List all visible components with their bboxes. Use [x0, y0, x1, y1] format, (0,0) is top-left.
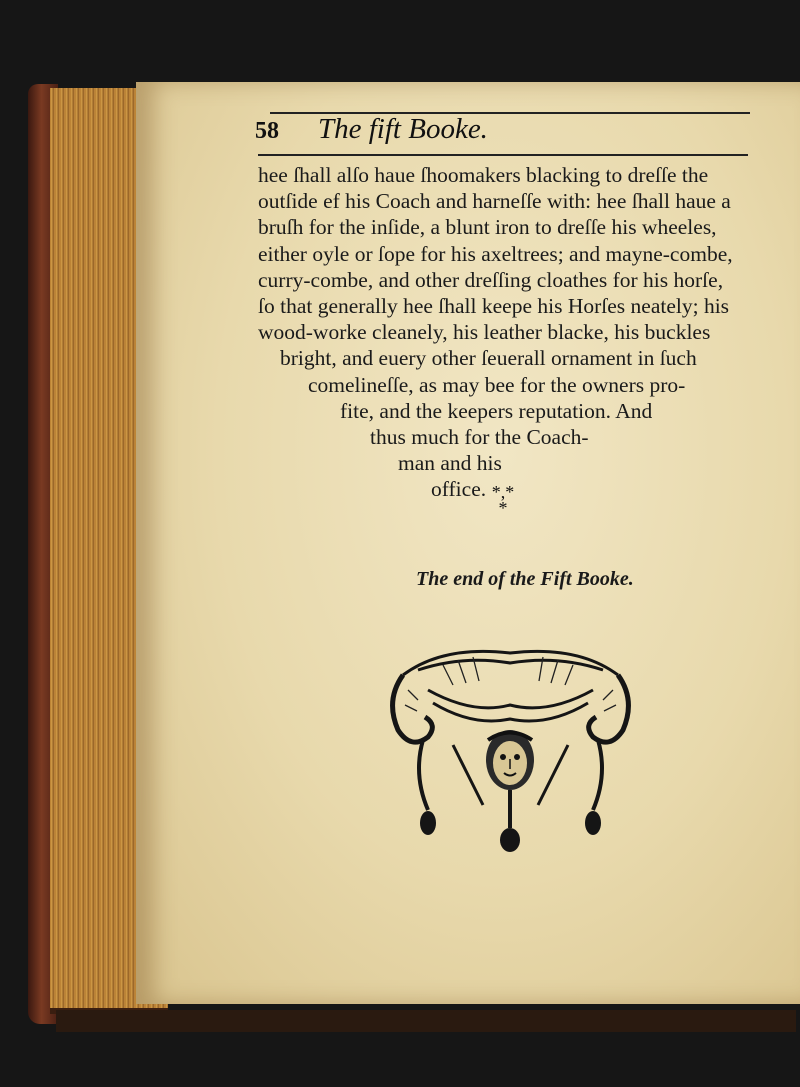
grotesque-mask-headpiece-icon: [383, 645, 638, 855]
asterism: [478, 484, 528, 516]
text-line: man and his: [398, 451, 502, 476]
page-number: 58: [255, 118, 279, 144]
asterism-bottom: *: [498, 498, 508, 518]
asterism-top: *,*: [491, 482, 515, 502]
text-line: bright, and euery other ſeuerall ornament in ſuch: [280, 346, 697, 371]
header-rule-bottom: [258, 154, 748, 156]
text-line: curry-combe, and other dreſſing cloathes for his horſe,: [258, 267, 724, 292]
text-line: thus much for the Coach-: [370, 424, 589, 449]
text-line: fite, and the keepers reputation. And: [340, 398, 653, 423]
text-line: bruſh for the inſide, a blunt iron to dreſſe his wheeles,: [258, 215, 717, 240]
body-text: [258, 162, 788, 502]
text-line: hee ſhall alſo haue ſhoomakers blacking to dreſſe the: [258, 163, 709, 187]
text-line: wood-worke cleanely, his leather blacke, his buckles: [258, 320, 711, 345]
text-line: outſide ef his Coach and harneſſe with: hee ſhall haue a: [258, 189, 731, 214]
text-line: comelineſſe, as may bee for the owners pro-: [308, 372, 686, 397]
book-bottom-edge: [56, 1010, 796, 1032]
running-head: The fift Booke.: [318, 113, 488, 145]
text-line: office.: [431, 477, 487, 502]
colophon: The end of the Fift Booke.: [416, 568, 634, 590]
text-line: ſo that generally hee ſhall keepe his Horſes neately; his: [258, 293, 730, 318]
text-line: either oyle or ſope for his axeltrees; and mayne-combe,: [258, 241, 733, 266]
